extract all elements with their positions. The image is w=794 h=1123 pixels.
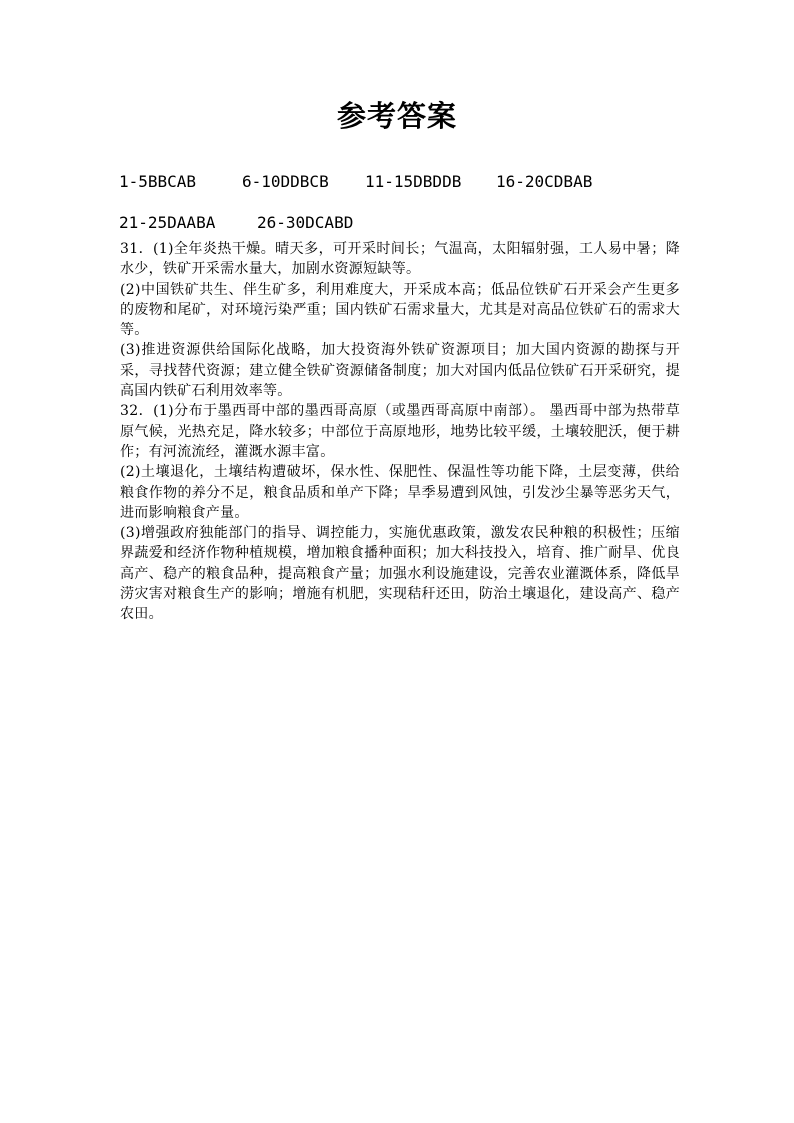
q31-part1-answer: 31．(1)全年炎热干燥。晴天多，可开采时间长；气温高，太阳辐射强，工人易中暑；降水少，铁矿开采需水量大，加剧水资源短缺等。 — [120, 241, 680, 278]
mc-answer-group: 1-5BBCAB — [119, 172, 197, 191]
mc-answers-row-2 — [119, 213, 353, 233]
page-title: 参考答案 — [336, 99, 457, 133]
q32-part3-answer: (3)增强政府独能部门的指导、调控能力，实施优惠政策，激发农民种粮的积极性；压缩界蔬爱和经济作物种植规模，增加粮食播种面积；加大科技投入，培育、推广耐旱、优良 高产、稳产的粮食品种，提高粮食产量；加强水利设施建设，完善农业灌溉体系，降低旱涝灾害对粮食生产的影响；增施有机肥，实现秸秆还田，防治土壤退化，建设高产、稳产农田。 — [120, 525, 680, 623]
q31-part2-answer: (2)中国铁矿共生、伴生矿多，利用难度大，开采成本高；低品位铁矿石开采会产生更多的废物和尾矿，对环境污染严重；国内铁矿石需求量大，尤其是对高品位铁矿石的需求大等。 — [120, 281, 680, 339]
mc-answer-group: 16-20CDBAB — [496, 172, 593, 191]
q32-part2-answer: (2)土壤退化，土壤结构遭破坏，保水性、保肥性、保温性等功能下降，土层变薄，供给粮食作物的养分不足，粮食品质和单产下降；旱季易遭到风蚀，引发沙尘暴等恶劣天气，进而影响粮食产量。 — [120, 464, 680, 521]
mc-answer-group: 11-15DBDDB — [365, 172, 462, 191]
q32-part1-answer: 32．(1)分布于墨西哥中部的墨西哥高原（或墨西哥高原中南部）。 墨西哥中部为热带草原气候，光热充足，降水较多；中部位于高原地形，地势比较平缓，土壤较肥沃，便于耕作；有河流流经，灌溉水源丰富。 — [120, 403, 680, 460]
mc-answers-row-1 — [119, 172, 592, 192]
mc-answer-group: 21-25DAABA — [119, 213, 216, 232]
mc-answer-group: 26-30DCABD — [257, 213, 354, 232]
q31-part3-answer: (3)推进资源供给国际化战略，加大投资海外铁矿资源项目；加大国内资源的勘探与开采，寻找替代资源；建立健全铁矿资源储备制度；加大对国内低品位铁矿石开采研究，提高国内铁矿石利用效率等。 — [120, 342, 680, 400]
essay-answers — [120, 239, 680, 625]
mc-answer-group: 6-10DDBCB — [242, 172, 329, 191]
